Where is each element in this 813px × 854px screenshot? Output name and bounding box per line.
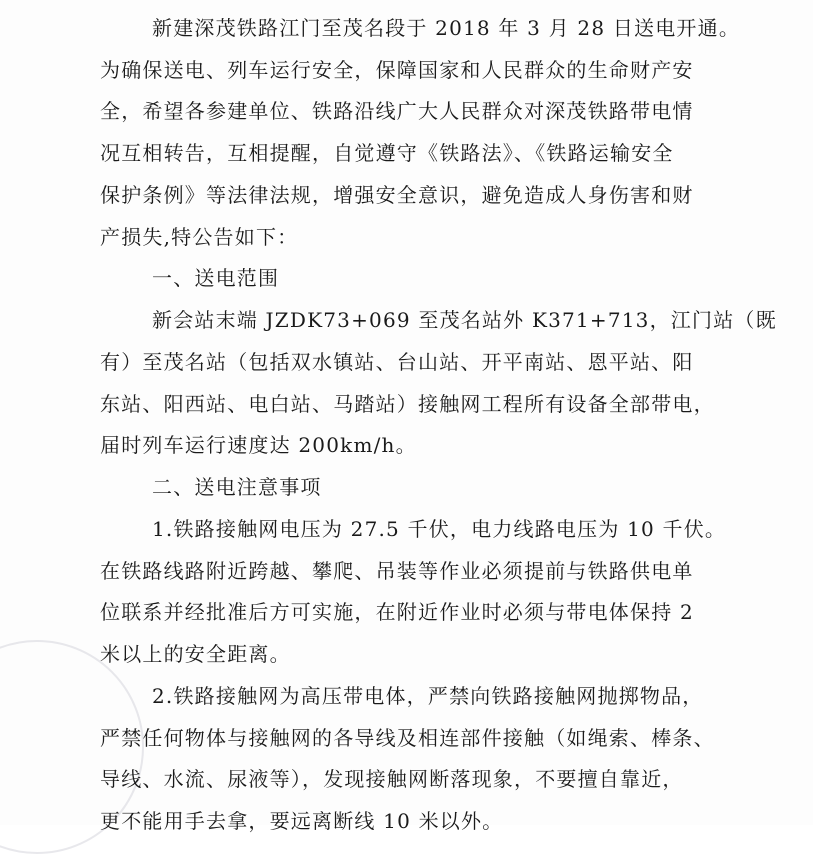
- section-heading: 二、送电注意事项: [152, 475, 322, 500]
- text-line: 在铁路线路附近跨越、攀爬、吊装等作业必须提前与铁路供电单: [100, 558, 694, 583]
- text-line: 1.铁路接触网电压为 27.5 千伏，电力线路电压为 10 千伏。: [152, 516, 727, 541]
- text-line: 届时列车运行速度达 200km/h。: [100, 433, 417, 458]
- text-line: 况互相转告，互相提醒，自觉遵守《铁路法》、《铁路运输安全: [100, 141, 674, 166]
- text-line: 米以上的安全距离。: [100, 642, 291, 667]
- text-line: 产损失,特公告如下：: [100, 224, 299, 249]
- text-line: 2.铁路接触网为高压带电体，严禁向铁路接触网抛掷物品，: [152, 683, 704, 708]
- text-line: 更不能用手去拿，要远离断线 10 米以外。: [100, 809, 504, 833]
- text-line: 有）至茂名站（包括双水镇站、台山站、开平南站、恩平站、阳: [100, 349, 694, 374]
- text-line: 新建深茂铁路江门至茂名段于 2018 年 3 月 28 日送电开通。: [152, 16, 741, 40]
- text-line: 导线、水流、尿液等），发现接触网断落现象，不要擅自靠近，: [100, 767, 684, 792]
- text-line: 保护条例》等法律法规，增强安全意识，避免造成人身伤害和财: [100, 182, 694, 207]
- text-line: 东站、阳西站、电白站、马踏站）接触网工程所有设备全部带电，: [100, 391, 715, 416]
- text-line: 为确保送电、列车运行安全，保障国家和人民群众的生命财产安: [100, 57, 694, 82]
- text-line: 全，希望各参建单位、铁路沿线广大人民群众对深茂铁路带电情: [100, 99, 694, 124]
- text-line: 新会站末端 JZDK73+069 至茂名站外 K371+713，江门站（既: [152, 308, 777, 333]
- text-line: 严禁任何物体与接触网的各导线及相连部件接触（如绳索、棒条、: [100, 725, 715, 750]
- section-heading: 一、送电范围: [152, 266, 280, 291]
- text-line: 位联系并经批准后方可实施，在附近作业时必须与带电体保持 2: [100, 600, 694, 625]
